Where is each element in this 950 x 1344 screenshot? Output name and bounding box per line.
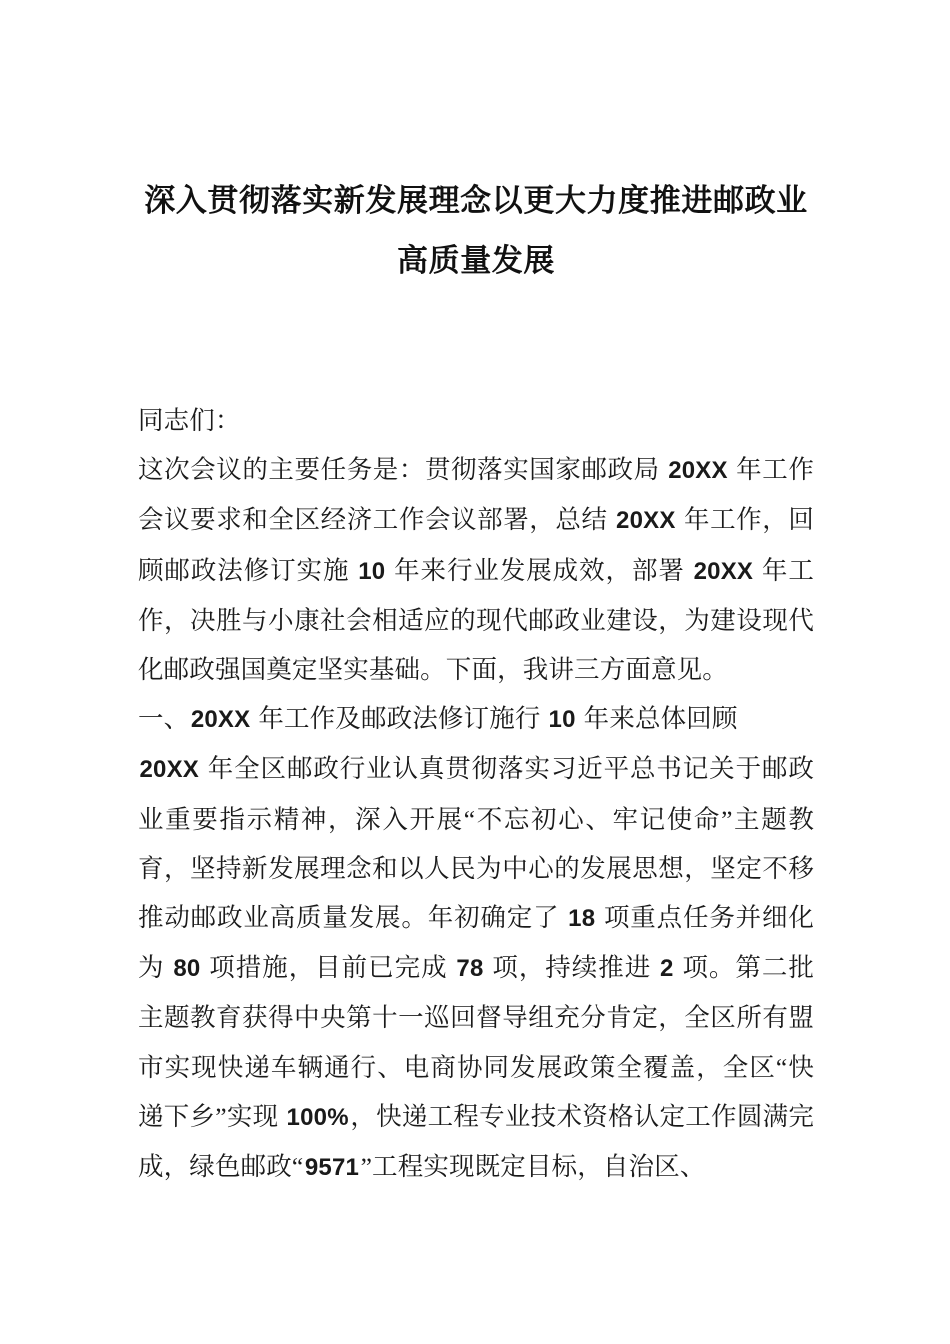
inline-figure: 20XX (668, 457, 728, 485)
inline-figure: 10 (358, 557, 386, 585)
paragraph-opening-tasks: 这次会议的主要任务是：贯彻落实国家邮政局 20XX 年工作会议要求和全区经济工作会议部署，总结 20XX 年工作，回顾邮政法修订实施 10 年来行业发展成效，部署 20XX 年工作，决胜与小康社会相适应的现代邮政业建设，为建设现代化邮政强国奠定坚实基础。下面，我讲三方面意见。 (138, 455, 815, 685)
section-heading-1: 一、20XX 年工作及邮政法修订施行 10 年来总体回顾 (138, 704, 738, 734)
inline-figure: 18 (568, 905, 596, 933)
paragraph-review-2020: 20XX 年全区邮政行业认真贯彻落实习近平总书记关于邮政业重要指示精神，深入开展“不忘初心、牢记使命”主题教育，坚持新发展理念和以人民为中心的发展思想，坚定不移推动邮政业高质量发展。年初确定了 18 项重点任务并细化为 80 项措施，目前已完成 78 项，持续推进 2 项。第二批主题教育获得中央第十一巡回督导组充分肯定，全区所有盟市实现快递车辆通行、电商协同发展政策全覆盖，全区“快递下乡”实现 100%，快递工程专业技术资格认定工作圆满完成，绿色邮政“9571”工程实现既定目标，自治区、 (138, 754, 814, 1182)
inline-figure: 20XX (139, 756, 200, 784)
inline-figure: 20XX (693, 557, 754, 585)
inline-figure: 2 (660, 955, 674, 983)
document-title: 深入贯彻落实新发展理念以更大力度推进邮政业高质量发展 (144, 182, 808, 278)
inline-figure: 80 (173, 955, 201, 983)
inline-figure: 78 (456, 955, 484, 983)
inline-figure: 10 (548, 706, 576, 734)
document-body (138, 396, 814, 1192)
salutation: 同志们： (138, 406, 241, 435)
inline-figure: 9571 (304, 1154, 360, 1182)
inline-figure: 100% (286, 1103, 349, 1131)
inline-figure: 20XX (616, 507, 676, 535)
inline-figure: 20XX (190, 706, 251, 734)
